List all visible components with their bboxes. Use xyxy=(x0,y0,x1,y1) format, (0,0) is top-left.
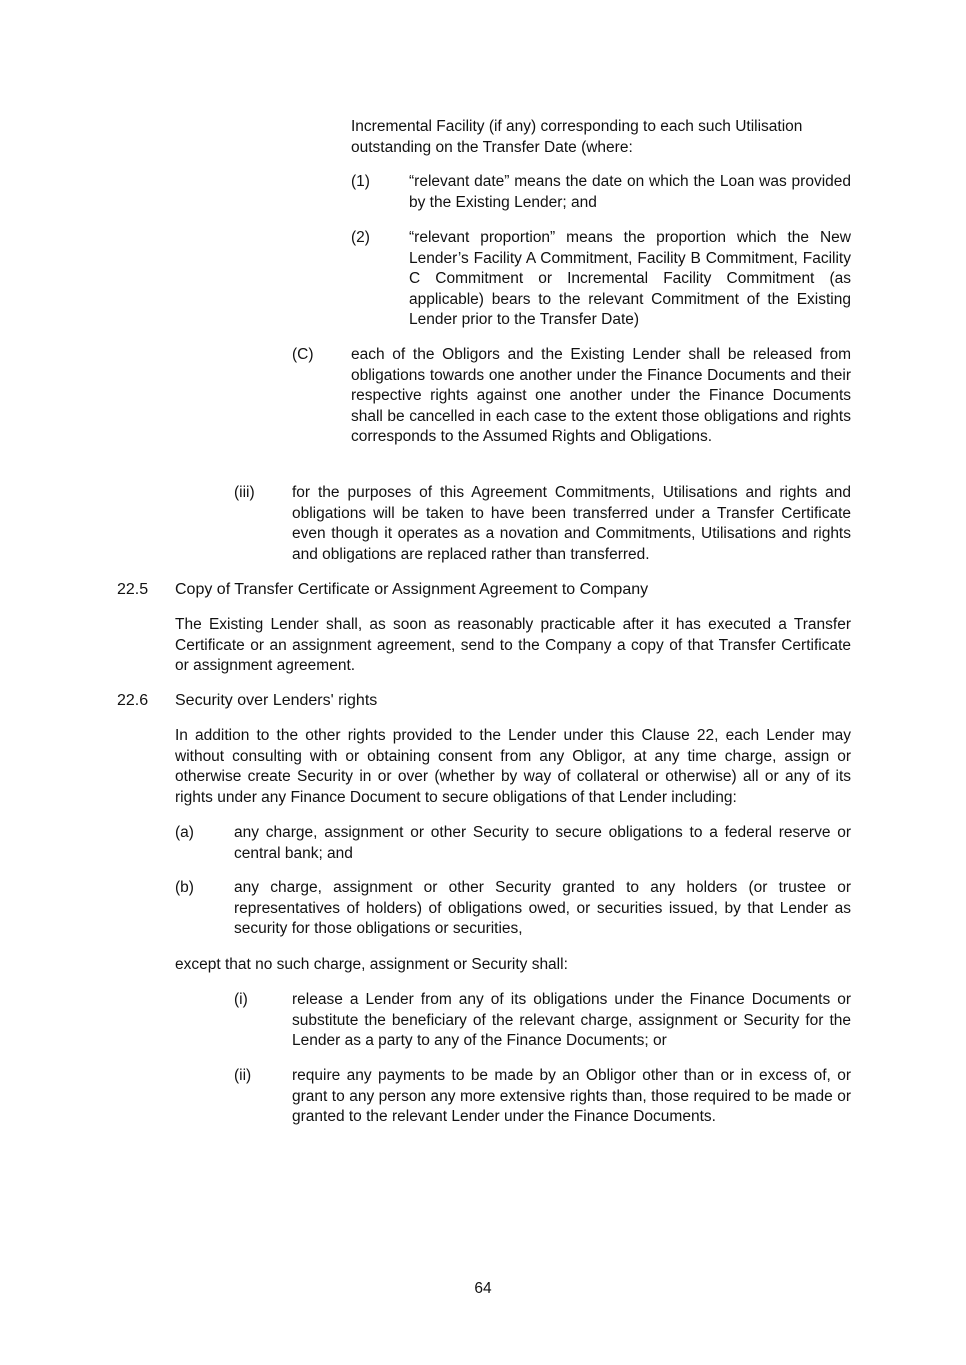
list-item-text: require any payments to be made by an Obligor other than or in excess of, or grant to any person any more extensive rights than, those required to be made or granted to the relevant Lender under the Finance Documents. xyxy=(292,1067,851,1126)
section-body: In addition to the other rights provided to the Lender under this Clause 22, each Lender may without consulting with or obtaining consent from any Obligor, at any time charge, assign or otherwise create Security in or over (whether by way of collateral or otherwise) all or any of its rights under any Finance Document to secure obligations of that Lender including: xyxy=(175,727,851,806)
section-number: 22.5 xyxy=(117,581,149,598)
list-item-text: “relevant date” means the date on which the Loan was provided by the Existing Lender; and xyxy=(409,173,851,211)
list-item-text: each of the Obligors and the Existing Lender shall be released from obligations towards one another under the Finance Documents and their respective rights against one another under the Finance Documents shall be cancelled in each case to the extent those obligations and rights corresponds to the Assumed Rights and Obligations. xyxy=(351,346,851,446)
list-item-number: (C) xyxy=(292,346,314,363)
list-item-number: (1) xyxy=(351,173,370,190)
continuation-paragraph: Incremental Facility (if any) corresponding to each such Utilisation outstanding on the Transfer Date (where: xyxy=(351,118,803,156)
list-item-number: (iii) xyxy=(234,484,255,501)
list-item-number: (a) xyxy=(175,824,194,841)
section-title: Copy of Transfer Certificate or Assignment Agreement to Company xyxy=(175,581,649,598)
list-item-text: for the purposes of this Agreement Commitments, Utilisations and rights and obligations will be taken to have been transferred under a Transfer Certificate even though it operates as a novation and Commitments, Utilisations and rights and obligations are replaced rather than transferred. xyxy=(292,484,851,563)
section-title: Security over Lenders' rights xyxy=(175,692,378,709)
section-body: The Existing Lender shall, as soon as reasonably practicable after it has executed a Transfer Certificate or an assignment agreement, send to the Company a copy of that Transfer Certificate or assignment agreement. xyxy=(175,616,851,675)
list-item-number: (2) xyxy=(351,229,370,246)
list-item-number: (b) xyxy=(175,879,194,896)
except-clause: except that no such charge, assignment or Security shall: xyxy=(175,956,568,973)
section-number: 22.6 xyxy=(117,692,149,709)
list-item-text: “relevant proportion” means the proportion which the New Lender’s Facility A Commitment, Facility B Commitment, Facility C Commitment or Incremental Facility Commitment (as applicable) bears to the relevant Commitment of the Existing Lender prior to the Transfer Date) xyxy=(409,229,851,329)
list-item-number: (i) xyxy=(234,991,248,1008)
page-number: 64 xyxy=(474,1280,492,1297)
list-item-number: (ii) xyxy=(234,1067,252,1084)
list-item-text: any charge, assignment or other Security to secure obligations to a federal reserve or central bank; and xyxy=(234,824,851,862)
list-item-text: release a Lender from any of its obligations under the Finance Documents or substitute the beneficiary of the relevant charge, assignment or Security for the Lender as a party to any of the Finance Documents; or xyxy=(292,991,851,1050)
list-item-text: any charge, assignment or other Security granted to any holders (or trustee or representatives of holders) of obligations owed, or securities issued, by that Lender as security for those obligations or securities, xyxy=(234,879,851,938)
